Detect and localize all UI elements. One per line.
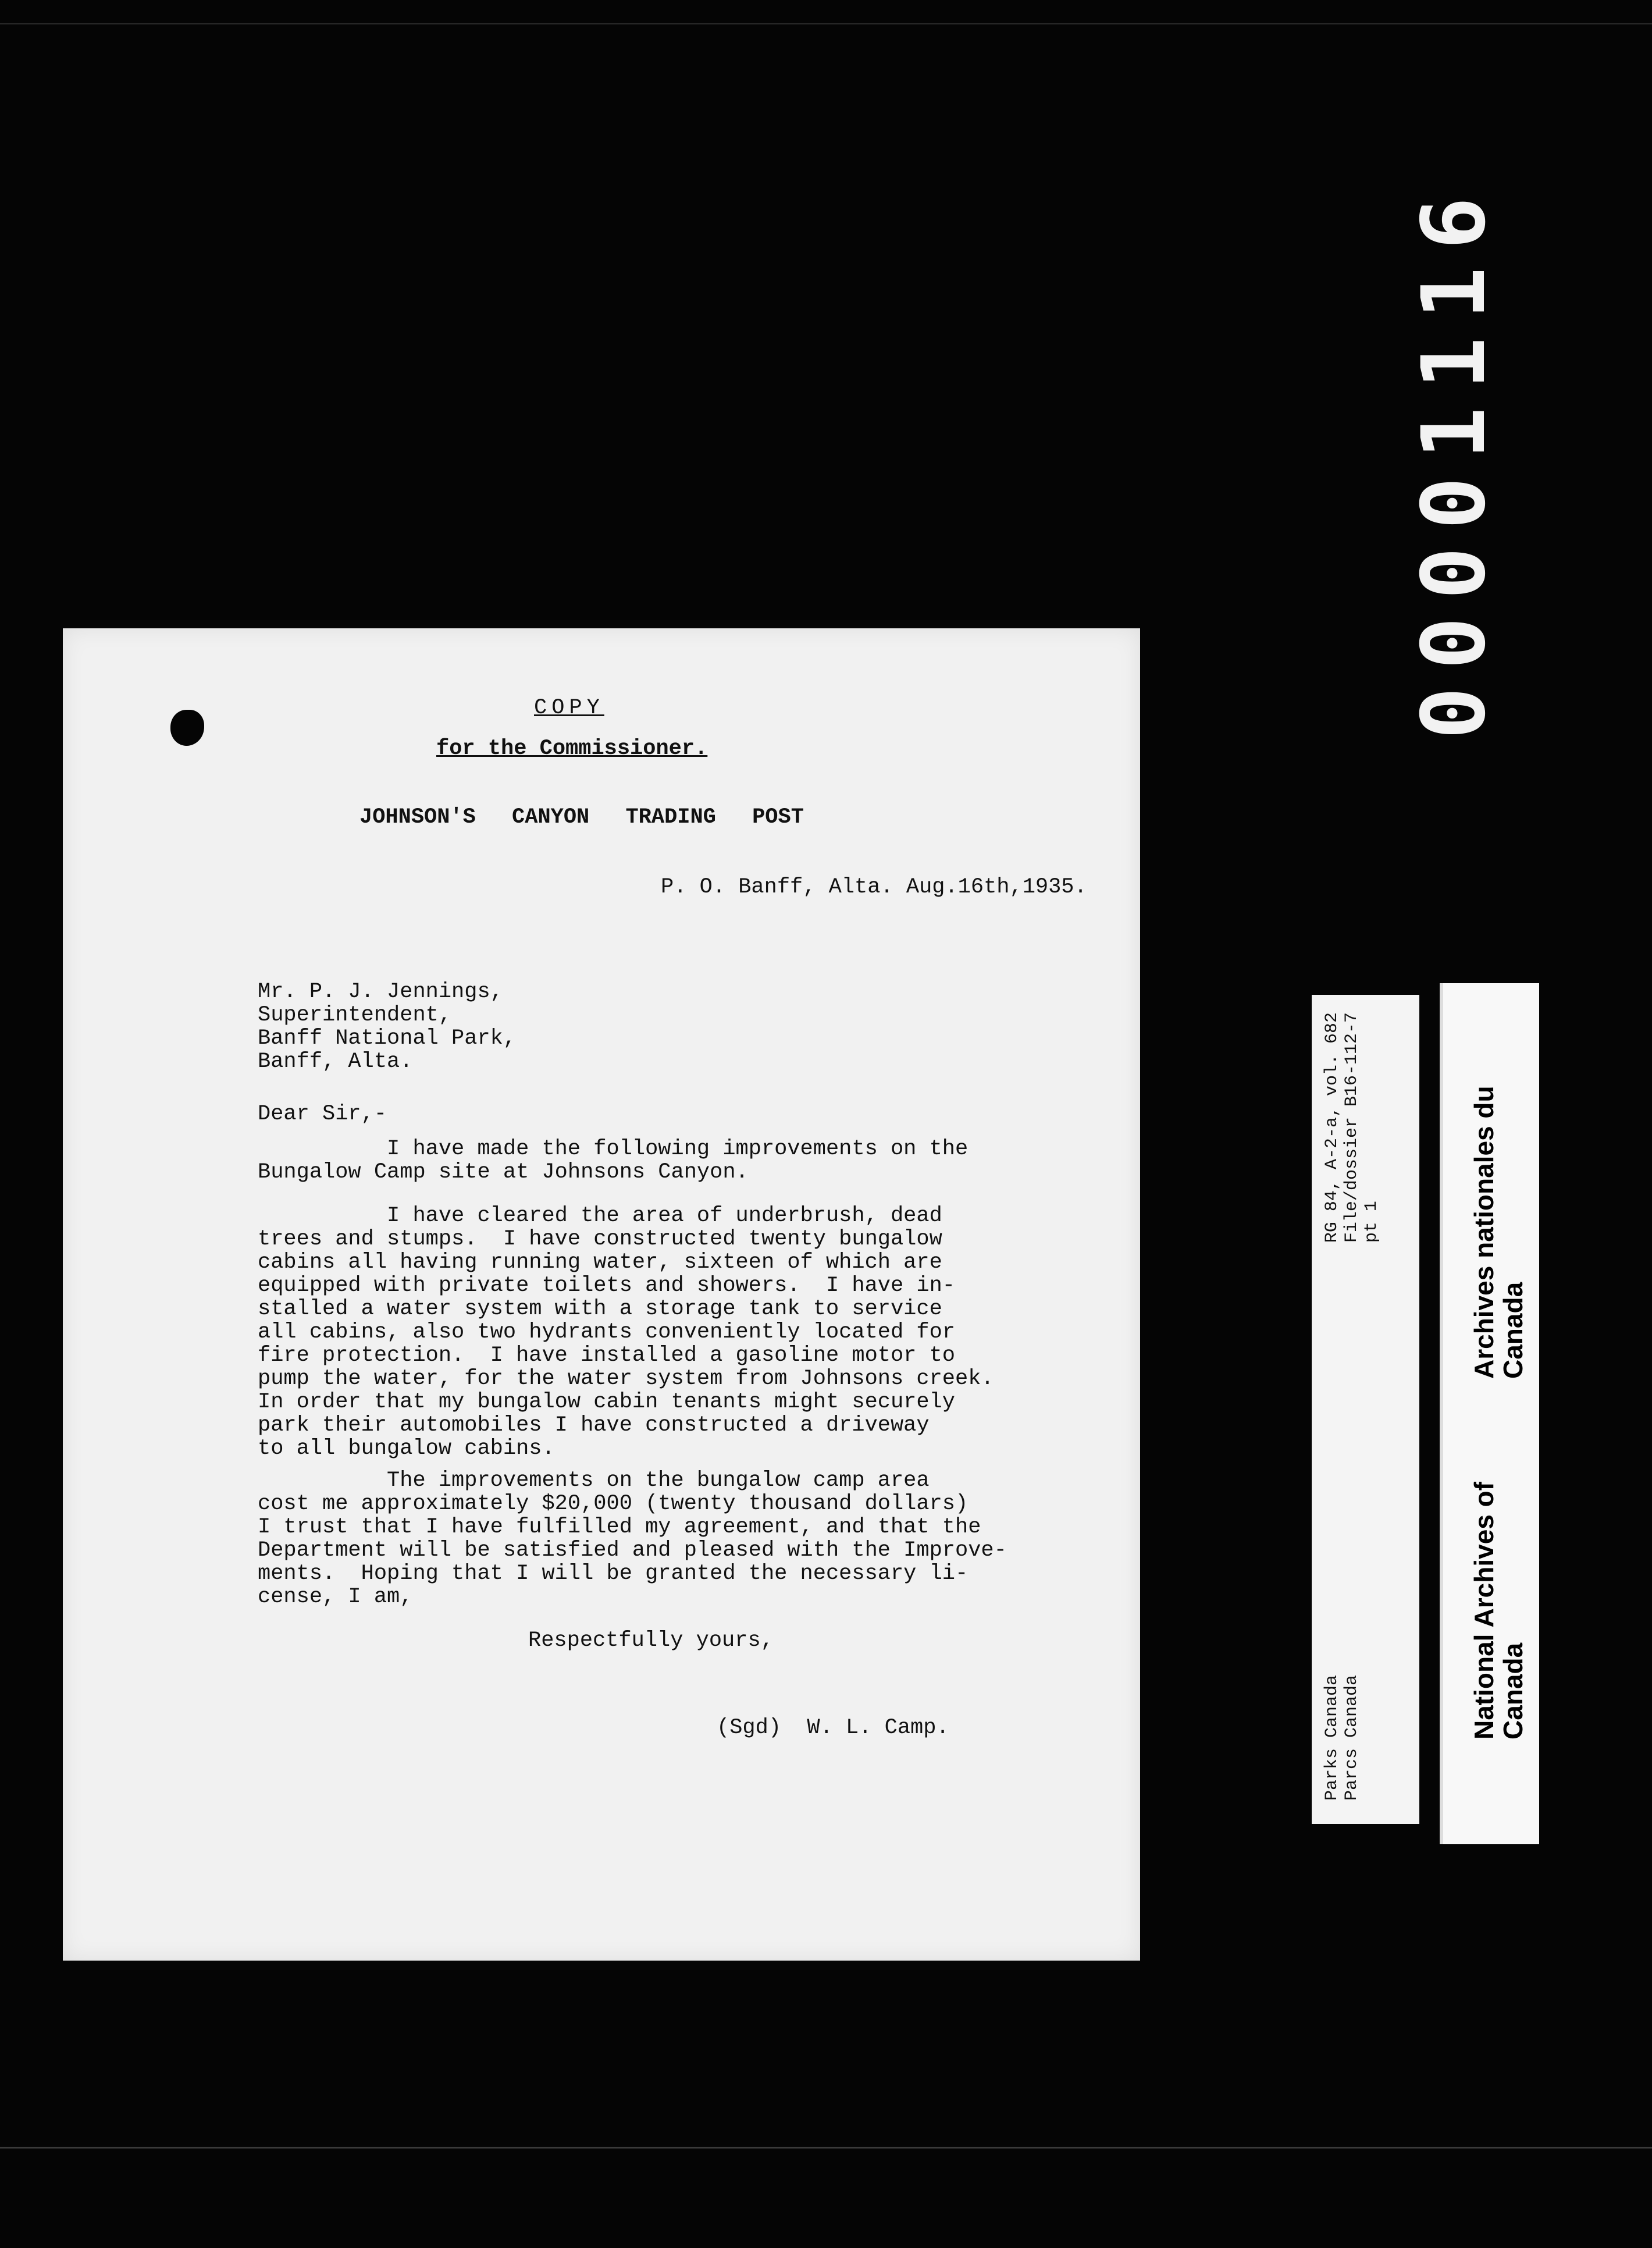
scan-streak — [0, 23, 1652, 24]
archive-reference: RG 84, A-2-a, vol. 682 File/dossier B16-112-7 pt 1 — [1322, 1012, 1382, 1243]
national-archives-text — [1466, 983, 1530, 1740]
body-paragraph: I have made the following improvements on the Bungalow Camp site at Johnsons Canyon. — [258, 1137, 969, 1185]
scan-streak — [0, 2147, 1652, 2149]
signature: (Sgd) W. L. Camp. — [717, 1716, 949, 1740]
address-line: Banff National Park, — [258, 1026, 517, 1051]
address-line: Superintendent, — [258, 1003, 452, 1027]
nac-name-fr: Archives nationales du Canada — [1469, 1086, 1528, 1379]
closing: Respectfully yours, — [528, 1628, 774, 1653]
body-paragraph: I have cleared the area of underbrush, dead trees and stumps. I have constructed twenty bungalow cabins all having running water, sixteen of which are equipped with private toilets and showers. I have in- stalled a water system with a storage tank to service all cabins, also two hydrants conveniently located for fire protection. I have installed a gasoline motor to pump the water, for the water system from Johnsons creek. In order that my bungalow cabin tenants might securely park their automobiles I have constructed a driveway to all bungalow cabins. — [258, 1204, 994, 1461]
nac-name-en: National Archives of Canada — [1469, 1481, 1528, 1740]
for-commissioner-line: for the Commissioner. — [436, 737, 708, 761]
salutation: Dear Sir,- — [258, 1102, 387, 1126]
punch-hole — [170, 710, 204, 746]
letter-page — [63, 628, 1140, 1961]
address-line: Mr. P. J. Jennings, — [258, 980, 503, 1004]
national-archives-label — [1440, 983, 1539, 1844]
dateline: P. O. Banff, Alta. Aug.16th,1935. — [661, 875, 1087, 899]
frame-number: 00001116 — [1404, 179, 1505, 740]
archive-institution: Parks Canada Parcs Canada — [1322, 1674, 1362, 1801]
copy-heading: COPY — [534, 696, 604, 720]
letterhead: JOHNSON'S CANYON TRADING POST — [359, 805, 804, 830]
address-line: Banff, Alta. — [258, 1050, 413, 1074]
archive-reference-label — [1312, 995, 1419, 1824]
body-paragraph: The improvements on the bungalow camp area cost me approximately $20,000 (twenty thousand dollars) I trust that I have fulfilled my agreement, and that the Department will be satisfied and pleased with the Improve- ments. Hoping that I will be granted the necessary li- cense, I am, — [258, 1468, 1007, 1609]
